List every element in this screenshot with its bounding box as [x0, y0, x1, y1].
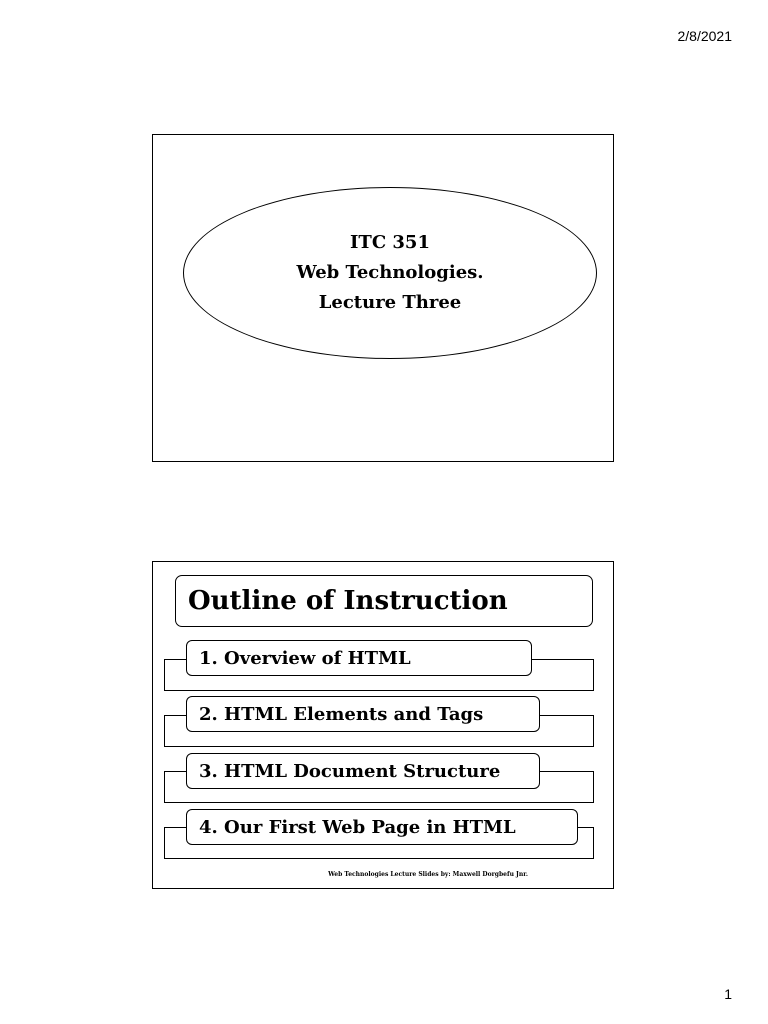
course-code: ITC 351 — [350, 232, 430, 253]
page-number: 1 — [724, 986, 732, 1002]
outline-item-1: 1. Overview of HTML — [186, 640, 532, 676]
outline-slide — [152, 561, 614, 889]
outline-item-3: 3. HTML Document Structure — [186, 753, 540, 789]
title-slide — [152, 134, 614, 462]
outline-item-2: 2. HTML Elements and Tags — [186, 696, 540, 732]
lecture-number: Lecture Three — [318, 292, 462, 313]
page-date: 2/8/2021 — [677, 28, 732, 44]
title-ellipse — [183, 187, 597, 359]
outline-item-4: 4. Our First Web Page in HTML — [186, 809, 578, 845]
course-name: Web Technologies. — [296, 262, 484, 283]
outline-title: Outline of Instruction — [175, 575, 593, 627]
footer-credit: Web Technologies Lecture Slides by: Maxwell Dorgbefu Jnr. — [328, 871, 528, 878]
